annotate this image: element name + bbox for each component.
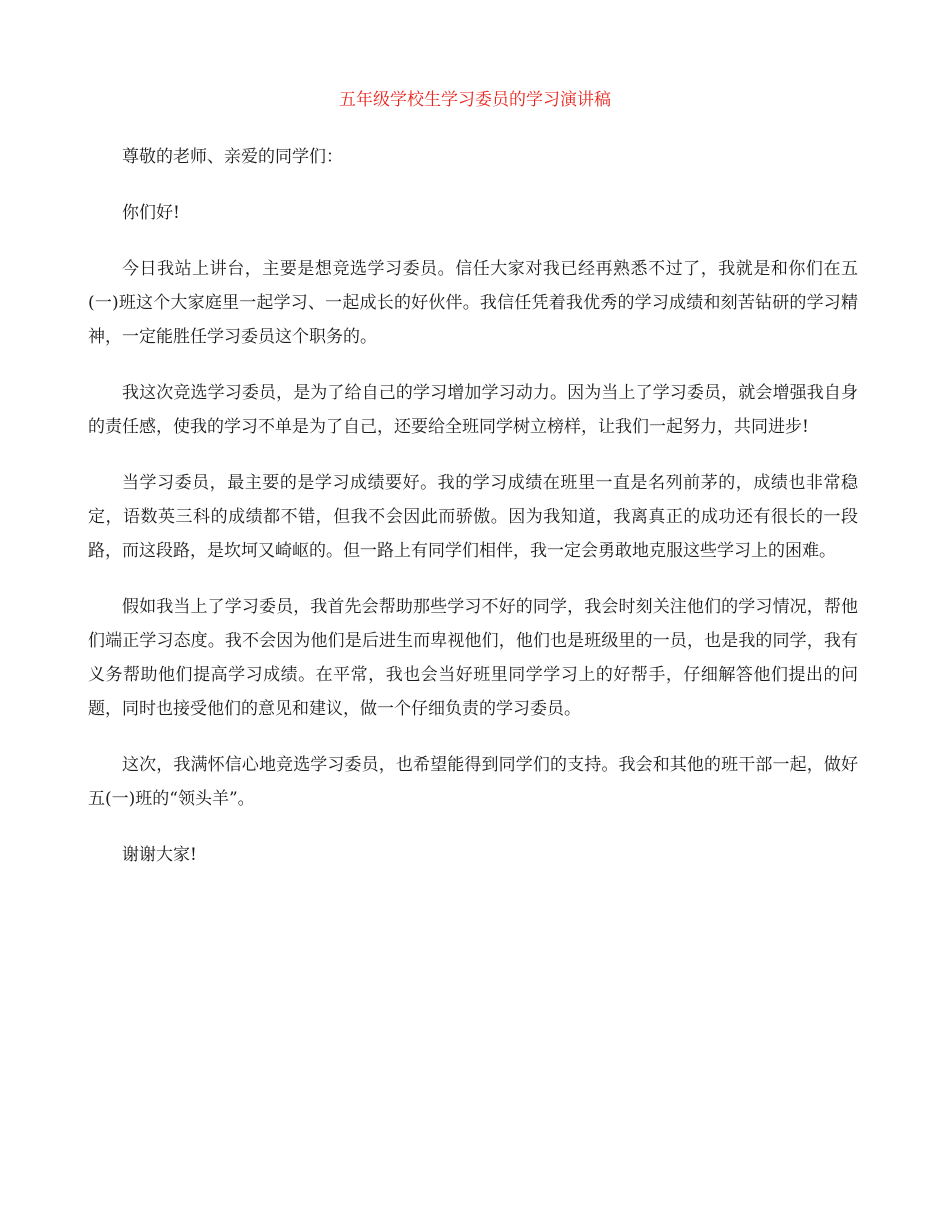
document-body — [88, 140, 858, 894]
closing-paragraph: 这次，我满怀信心地竞选学习委员，也希望能得到同学们的支持。我会和其他的班干部一起，做好五(一)班的“领头羊”。 — [88, 755, 858, 809]
motivation-paragraph: 我这次竞选学习委员，是为了给自己的学习增加学习动力。因为当上了学习委员，就会增强我自身的责任感，使我的学习不单是为了自己，还要给全班同学树立榜样，让我们一起努力，共同进步! — [88, 383, 858, 437]
grades-paragraph: 当学习委员，最主要的是学习成绩要好。我的学习成绩在班里一直是名列前茅的，成绩也非常稳定，语数英三科的成绩都不错，但我不会因此而骄傲。因为我知道，我离真正的成功还有很长的一段路，而这段路，是坎坷又崎岖的。但一路上有同学们相伴，我一定会勇敢地克服这些学习上的困难。 — [88, 473, 858, 561]
intro-paragraph: 今日我站上讲台，主要是想竞选学习委员。信任大家对我已经再熟悉不过了，我就是和你们在五(一)班这个大家庭里一起学习、一起成长的好伙伴。我信任凭着我优秀的学习成绩和刻苦钻研的学习精神，一定能胜任学习委员这个职务的。 — [88, 259, 858, 347]
plan-paragraph: 假如我当上了学习委员，我首先会帮助那些学习不好的同学，我会时刻关注他们的学习情况，帮他们端正学习态度。我不会因为他们是后进生而卑视他们，他们也是班级里的一员，也是我的同学，我有义务帮助他们提高学习成绩。在平常，我也会当好班里同学学习上的好帮手，仔细解答他们提出的问题，同时也接受他们的意见和建议，做一个仔细负责的学习委员。 — [88, 597, 858, 719]
thanks-paragraph: 谢谢大家! — [122, 845, 197, 865]
document-title: 五年级学校生学习委员的学习演讲稿 — [339, 90, 611, 110]
salutation-paragraph: 你们好! — [122, 203, 180, 223]
greeting-paragraph: 尊敬的老师、亲爱的同学们： — [122, 147, 343, 167]
